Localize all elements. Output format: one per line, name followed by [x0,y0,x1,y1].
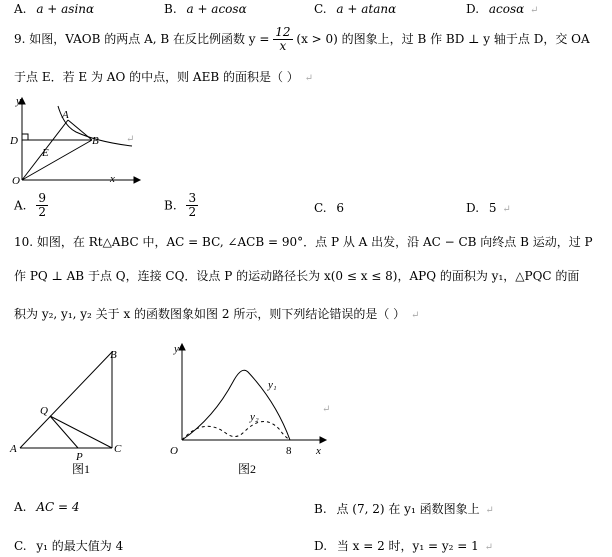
q8-option-c [314,2,396,16]
q8-option-d-label: D. [466,2,480,16]
q9-stem-line2-text: 于点 E．若 E 为 AO 的中点，则 AEB 的面积是（ ） [14,70,299,84]
q10-fig1-segment-CQ [50,416,112,448]
q10-fig1-label-C: C [114,443,122,455]
return-mark: ↵ [322,404,331,415]
q10-fig1-label-A: A [10,443,17,455]
q10-option-c [14,537,123,554]
q10-option-b-text: 点 (7, 2) 在 y₁ 函数图象上 [336,502,480,516]
q10-fig2-label-O: O [170,445,178,457]
q9-right-angle [22,134,28,140]
q10-fig2-label-x: x [316,445,321,457]
q8-option-c-text: a + atanα [336,2,397,16]
q10-stem-line3 [14,305,419,322]
q10-option-a-label: A. [14,500,27,514]
q10-figure2 [164,340,334,480]
q10-option-c-text: y₁ 的最大值为 4 [36,539,124,553]
return-mark: ↵ [530,5,539,16]
q10-fig1-label-P: P [76,451,83,463]
q9-x-arrow [134,177,140,183]
q9-label-y: y [16,95,21,107]
q9-option-a-num: 9 [38,191,46,205]
q8-option-b [164,2,247,16]
q10-option-a-text: AC = 4 [36,500,80,514]
q9-option-b-num: 3 [188,191,197,205]
q9-option-c [314,201,344,215]
q9-fraction [273,26,292,53]
q8-option-a-label: A. [14,2,27,16]
q10-option-a [14,500,79,514]
q8-option-b-label: B. [164,2,177,16]
q9-label-D: D [10,135,18,147]
q10-option-d [314,537,493,554]
q9-option-c-text: 6 [336,201,345,215]
return-mark: ↵ [304,73,314,84]
q9-stem-part2: (x > 0) 的图象上，过 B 作 BD ⊥ y 轴于点 D，交 OA [296,32,590,46]
q10-stem-line1-text: 10. 如图，在 Rt△ABC 中，AC = BC, ∠ACB = 90°．点 P 从 A 出发，沿 AC − CB 向终点 B 运动，过 P [14,235,593,249]
q9-label-x: x [110,173,115,185]
q10-stem-line2 [14,267,579,284]
q8-option-b-text: a + acosα [186,2,247,16]
q9-option-b-den: 2 [188,205,197,219]
q9-option-b-frac [186,192,198,219]
q8-option-d-text: acosα [488,2,525,16]
q10-option-d-label: D. [314,539,328,553]
q9-stem-line2 [14,68,313,85]
q9-option-d-label: D. [466,201,480,215]
q9-line-OB [22,140,92,180]
q9-line-AB [68,120,92,140]
return-mark: ↵ [485,505,494,516]
q9-option-d-text: 5 [488,201,497,215]
q9-label-E: E [42,147,49,159]
q10-fig2-x-arrow [320,437,326,443]
return-mark: ↵ [484,542,493,553]
q9-option-c-label: C. [314,201,327,215]
q10-fig2-label-y1: y₁ [268,379,277,391]
q10-fig2-caption: 图2 [238,462,257,476]
q10-fig1-label-B: B [110,349,117,361]
q9-option-b [164,192,198,219]
q9-fraction-num: 12 [275,25,291,39]
q10-option-d-text: 当 x = 2 时，y₁ = y₂ = 1 [336,539,479,553]
q9-stem-line1 [14,26,590,53]
q10-fig2-label-y: y [174,343,179,355]
q9-option-a-label: A. [14,198,27,213]
q10-fig2-label-y2: y₂ [250,411,259,423]
return-mark: ↵ [126,134,135,145]
q8-option-a-text: a + asinα [36,2,95,16]
q10-stem-line2-text: 作 PQ ⊥ AB 于点 Q，连接 CQ．设点 P 的运动路径长为 x(0 ≤ x ≤ 8)，APQ 的面积为 y₁，△PQC 的面 [14,269,580,283]
q10-option-b-label: B. [314,502,327,516]
q10-fig1-label-Q: Q [40,405,48,417]
q9-option-b-label: B. [164,198,177,213]
q10-stem-line1 [14,233,593,250]
q9-fraction-den: x [279,39,287,53]
q10-stem-line3-text: 积为 y₂, y₁, y₂ 关于 x 的函数图象如图 2 所示，则下列结论错误的是（ ） [14,307,406,321]
q9-option-a-frac [36,192,48,219]
q9-figure [6,92,146,192]
q8-option-a [14,2,94,16]
q8-option-d [466,2,538,16]
q9-option-d [466,201,511,215]
q8-option-c-label: C. [314,2,327,16]
q10-fig1-caption: 图1 [72,462,91,476]
q9-label-O: O [12,175,20,187]
q10-fig2-y-arrow [179,344,185,350]
q9-label-A: A [62,109,69,121]
return-mark: ↵ [502,204,511,215]
q10-fig2-label-8: 8 [286,445,292,457]
q9-stem-part1: 9. 如图，VAOB 的两点 A, B 在反比例函数 y = [14,32,270,46]
q9-option-a [14,192,48,219]
q10-option-b [314,500,494,517]
q9-label-B: B [92,135,99,147]
q9-option-a-den: 2 [38,205,46,219]
q10-fig2-curve-y2 [182,421,290,440]
q10-fig1-segment-PQ [50,416,78,448]
return-mark: ↵ [410,310,420,321]
q10-option-c-label: C. [14,539,27,553]
q10-figure1 [6,340,146,480]
